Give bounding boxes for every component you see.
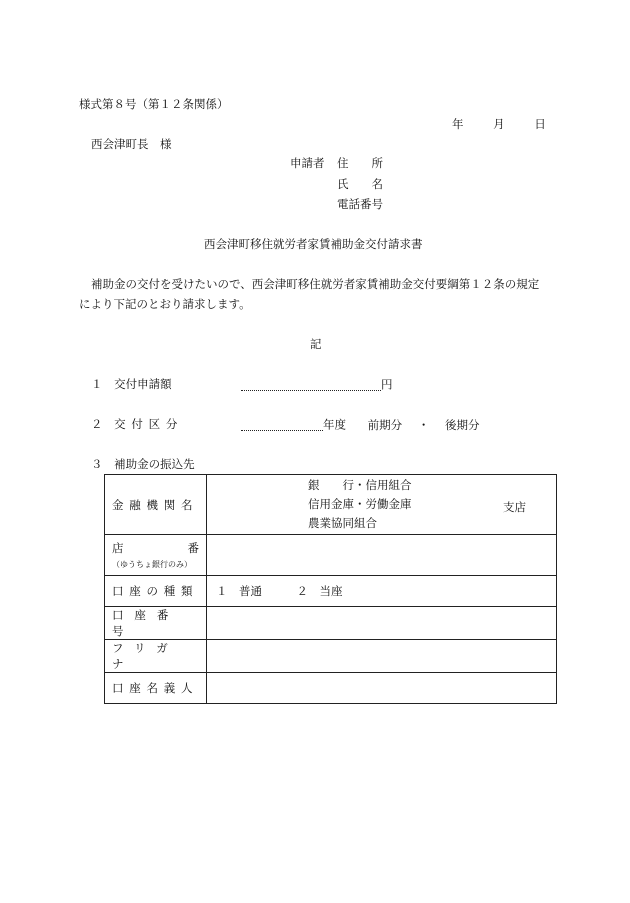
branch-note: （ゆうちょ銀行のみ）	[112, 560, 192, 569]
account-number-row	[105, 607, 557, 640]
body-line-2: により下記のとおり請求します。	[79, 297, 251, 311]
item-1	[91, 379, 172, 391]
applicant-name: 氏 名	[337, 177, 383, 191]
body-line-1: 補助金の交付を受けたいので、西会津町移住就労者家賃補助金交付要綱第１２条の規定	[91, 277, 540, 291]
form-number: 様式第８号（第１２条関係）	[79, 97, 229, 111]
option-second-half: 後期分	[444, 417, 480, 432]
item-2	[91, 419, 183, 431]
item-3-number: ３	[91, 457, 103, 471]
applicant-address: 住 所	[337, 156, 383, 170]
item-2-number: ２	[91, 417, 103, 431]
account-type-row	[105, 576, 557, 607]
institution-row	[105, 475, 557, 535]
account-number-label: 口座番号	[105, 607, 207, 640]
furigana-cell[interactable]	[207, 640, 557, 673]
furigana-label: フリガナ	[105, 640, 207, 673]
ki-heading: 記	[310, 337, 322, 351]
account-number-cell[interactable]	[207, 607, 557, 640]
holder-cell[interactable]	[207, 673, 557, 704]
item-1-amount-line	[241, 379, 393, 391]
date-year: 年	[452, 117, 464, 131]
option-separator: ・	[417, 417, 430, 432]
addressee: 西会津町長 様	[91, 137, 172, 151]
account-type-label: 口座の種類	[105, 576, 207, 607]
institution-label: 金融機関名	[105, 475, 207, 535]
document-title: 西会津町移住就労者家賃補助金交付請求書	[204, 237, 423, 251]
fiscal-year-blank	[241, 419, 323, 431]
branch-row	[105, 535, 557, 576]
applicant-phone: 電話番号	[337, 197, 383, 211]
holder-label: 口座名義人	[105, 673, 207, 704]
applicant-label: 申請者	[290, 156, 325, 170]
institution-type-ja: 農業協同組合	[308, 516, 377, 530]
institution-type-bank: 銀 行・信用組合	[308, 478, 412, 492]
option-first-half: 前期分	[367, 417, 403, 432]
account-type-options: １ 普通 ２ 当座	[216, 584, 343, 598]
holder-row	[105, 673, 557, 704]
branch-number-cell[interactable]	[207, 535, 557, 576]
furigana-row	[105, 640, 557, 673]
institution-cell[interactable]	[207, 475, 557, 535]
item-1-label: 交付申請額	[114, 377, 172, 391]
date-month: 月	[493, 117, 505, 131]
amount-blank	[241, 379, 381, 391]
branch-label: 店 番 （ゆうちょ銀行のみ）	[105, 535, 207, 576]
item-2-label: 交付区分	[114, 417, 184, 431]
institution-type-shinkin: 信用金庫・労働金庫	[308, 497, 412, 511]
amount-unit: 円	[381, 377, 393, 392]
item-1-number: １	[91, 377, 103, 391]
branch-suffix: 支店	[503, 500, 526, 514]
item-3	[91, 459, 195, 471]
item-2-fields	[241, 419, 479, 431]
account-type-cell[interactable]	[207, 576, 557, 607]
date-day: 日	[534, 117, 546, 131]
item-3-label: 補助金の振込先	[114, 457, 195, 471]
bank-transfer-table	[104, 474, 557, 704]
fiscal-year-suffix: 年度	[323, 417, 346, 432]
date-line	[452, 119, 546, 131]
